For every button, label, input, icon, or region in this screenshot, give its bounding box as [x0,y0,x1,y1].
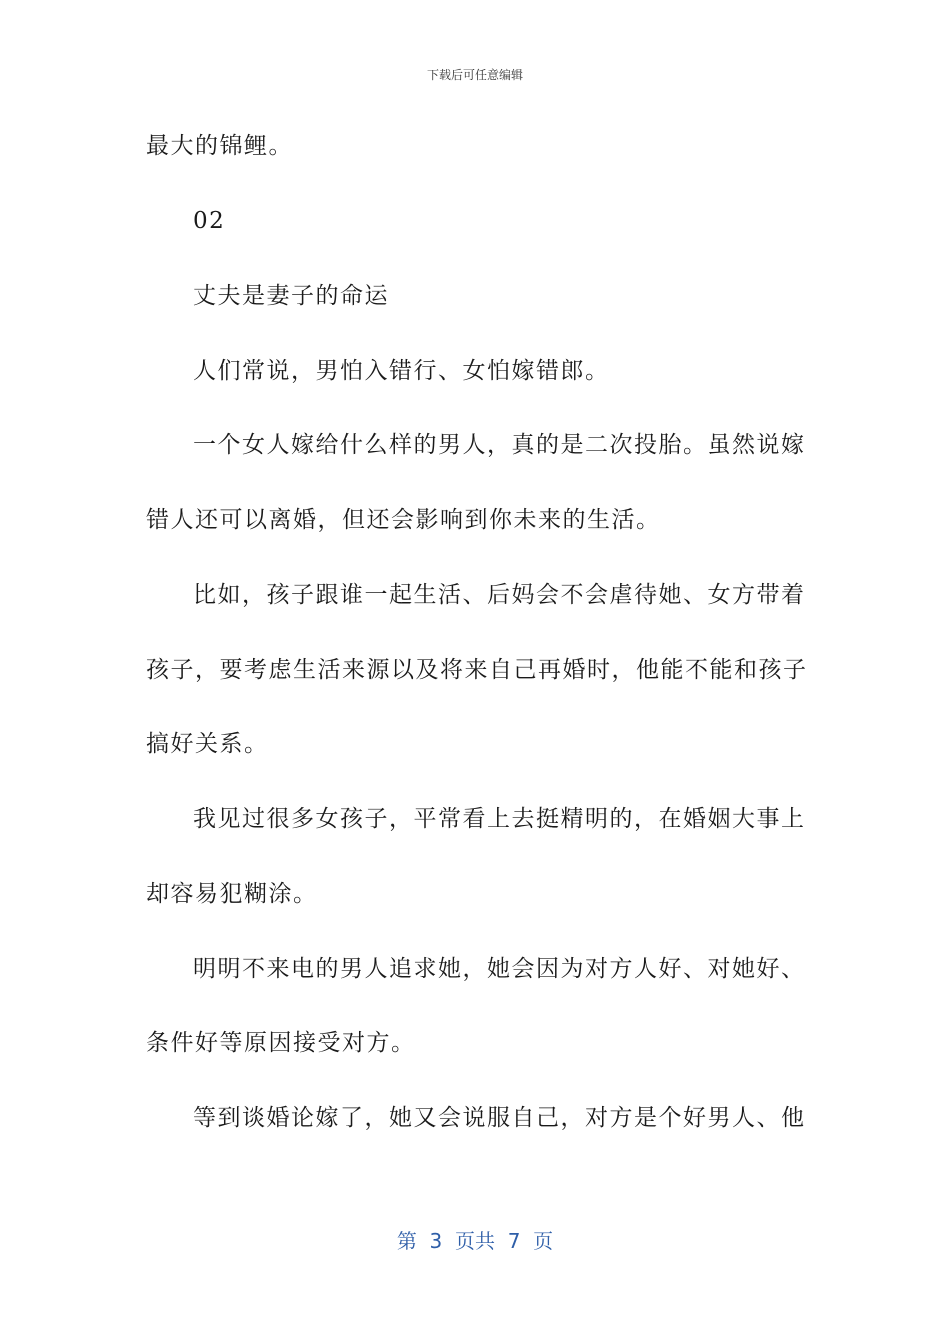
text-line: 人们常说，男怕入错行、女怕嫁错郎。 [193,358,610,384]
section-title: 丈夫是妻子的命运 [193,283,389,309]
text-line: 等到谈婚论嫁了，她又会说服自己，对方是个好男人、他 [193,1105,806,1131]
text-line: 一个女人嫁给什么样的男人，真的是二次投胎。虽然说嫁 [193,432,806,458]
text-line: 搞好关系。 [146,731,269,757]
text-line: 最大的锦鲤。 [146,133,293,159]
text-line: 却容易犯糊涂。 [146,881,318,907]
section-number: 02 [193,208,226,234]
page-footer: 第 3 页共 7 页 [396,1229,554,1253]
page-header: 下载后可任意编辑 [426,68,523,82]
text-line: 条件好等原因接受对方。 [146,1030,416,1056]
text-line: 比如，孩子跟谁一起生活、后妈会不会虐待她、女方带着 [193,582,806,608]
text-line: 明明不来电的男人追求她，她会因为对方人好、对她好、 [193,956,806,982]
text-line: 我见过很多女孩子，平常看上去挺精明的，在婚姻大事上 [193,806,806,832]
text-line: 孩子，要考虑生活来源以及将来自己再婚时，他能不能和孩子 [146,657,808,683]
text-line: 错人还可以离婚，但还会影响到你未来的生活。 [146,507,661,533]
